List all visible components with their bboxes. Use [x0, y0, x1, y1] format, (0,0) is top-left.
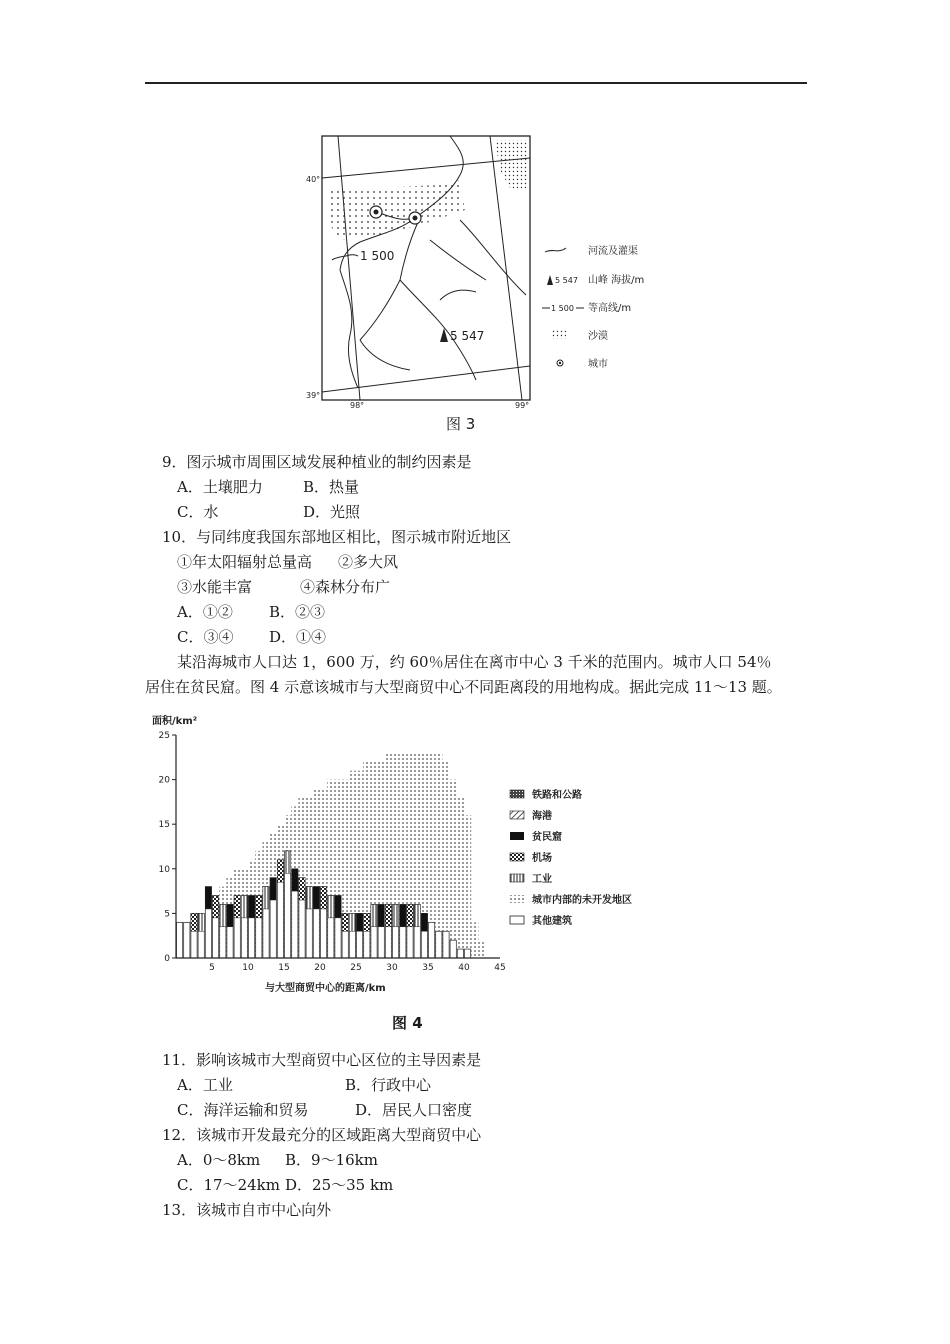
x-tick-label: 5	[209, 963, 215, 973]
x-axis-label: 与大型商贸中心的距离/km	[265, 983, 386, 994]
bar-segment	[313, 887, 319, 909]
legend-city-label: 城市	[588, 359, 608, 370]
x-tick-label: 25	[350, 963, 362, 973]
bar-segment	[349, 913, 355, 931]
legend-swatch-rail	[510, 790, 524, 798]
bar-segment	[393, 904, 399, 926]
bar-segment	[256, 896, 262, 918]
bar-segment	[306, 887, 312, 909]
q9-option-d: D．光照	[303, 503, 361, 521]
bar-segment	[191, 913, 197, 931]
contour-1500	[332, 255, 358, 260]
bar-segment	[227, 904, 233, 926]
legend-desert-label: 沙漠	[588, 331, 608, 342]
q9-option-b: B．热量	[303, 478, 360, 496]
q10-statement-4: ④森林分布广	[300, 578, 391, 596]
legend-label-industry: 工业	[532, 874, 552, 885]
legend-swatch-slum	[510, 832, 524, 840]
bar-segment	[378, 904, 384, 926]
desert-area-east	[495, 140, 528, 190]
bar-segment	[371, 904, 377, 926]
x-tick-label: 20	[314, 963, 326, 973]
bar-segment	[321, 887, 327, 909]
q12-option-a: A．0～8km	[177, 1151, 261, 1169]
legend-river-label: 河流及灌渠	[588, 246, 638, 257]
q9-option-a: A．土壤肥力	[177, 478, 263, 496]
bar-segment	[198, 913, 204, 931]
bar	[457, 949, 463, 958]
bar	[443, 931, 449, 958]
bar-segment	[400, 904, 406, 926]
legend-peak-icon	[547, 275, 553, 285]
undeveloped-area	[435, 753, 442, 958]
legend-label-rail: 铁路和公路	[532, 790, 582, 801]
legend-label-airport: 机场	[532, 853, 552, 864]
q9-stem: 9．图示城市周围区域发展种植业的制约因素是	[162, 453, 472, 471]
q11-option-d: D．居民人口密度	[355, 1101, 473, 1119]
contour-label: 1 500	[360, 249, 395, 263]
bar-segment	[342, 913, 348, 931]
q11-option-b: B．行政中心	[345, 1076, 432, 1094]
q12-option-b: B．9～16km	[285, 1151, 378, 1169]
bar-segment	[234, 896, 240, 918]
q10-statement-1: ①年太阳辐射总量高	[177, 553, 313, 571]
lon-label-left: 98°	[350, 401, 365, 410]
y-tick-label: 15	[158, 820, 170, 831]
legend-desert-icon	[552, 330, 566, 339]
q9-option-c: C．水	[177, 503, 219, 521]
q12-option-c: C．17～24km	[177, 1176, 280, 1194]
bar-segment	[277, 860, 283, 882]
x-tick-label: 45	[494, 963, 506, 973]
bar-segment	[385, 904, 391, 926]
q10-option-b: B．②③	[269, 603, 326, 621]
bar-segment	[414, 904, 420, 926]
lon-label-right: 99°	[515, 401, 530, 410]
chart-legend	[510, 788, 632, 927]
bar	[184, 922, 190, 958]
q10-stem: 10．与同纬度我国东部地区相比，图示城市附近地区	[162, 528, 512, 546]
y-tick-label: 25	[158, 731, 170, 741]
y-tick-label: 0	[164, 954, 170, 964]
map-legend	[542, 244, 644, 370]
figure-3-map	[300, 130, 650, 410]
legend-label-slum: 贫民窟	[532, 832, 562, 843]
undeveloped-area	[457, 797, 464, 958]
intro-line-1: 某沿海城市人口达 1，600 万，约 60％居住在离市中心 3 千米的范围内。城市人口 54％	[177, 653, 772, 671]
y-axis-label: 面积/km²	[152, 716, 198, 727]
bar-segment	[357, 913, 363, 931]
bar-segment	[299, 878, 305, 900]
bar	[465, 949, 471, 958]
legend-swatch-port	[510, 811, 524, 819]
q10-option-d: D．①④	[269, 628, 327, 646]
x-tick-label: 10	[242, 963, 254, 973]
legend-swatch-other	[510, 916, 524, 924]
q11-stem: 11．影响该城市大型商贸中心区位的主导因素是	[162, 1051, 482, 1069]
city-marker-1	[370, 206, 382, 218]
peak-label: 5 547	[450, 329, 485, 343]
undeveloped-area	[478, 940, 485, 958]
legend-contour-prefix: 1 500	[551, 304, 574, 313]
bar-segment	[249, 896, 255, 918]
q12-stem: 12．该城市开发最充分的区域距离大型商贸中心	[162, 1126, 482, 1144]
q12-option-d: D．25～35 km	[285, 1176, 394, 1194]
figure-3-caption: 图 3	[446, 415, 476, 433]
q10-statement-3: ③水能丰富	[177, 578, 253, 596]
legend-peak-label: 山峰 海拔/m	[588, 275, 645, 286]
map-frame	[322, 136, 530, 400]
q10-statement-2: ②多大风	[338, 553, 399, 571]
y-tick-label: 5	[164, 909, 170, 920]
bar-segment	[364, 913, 370, 931]
legend-label-other: 其他建筑	[532, 916, 572, 927]
chart-bars	[177, 753, 486, 958]
x-tick-label: 40	[458, 963, 470, 973]
x-tick-label: 35	[422, 963, 434, 973]
bar-segment	[421, 913, 427, 931]
x-tick-label: 30	[386, 963, 398, 973]
undeveloped-area	[442, 762, 449, 958]
legend-swatch-industry	[510, 874, 524, 882]
bar	[450, 940, 456, 958]
undeveloped-area	[450, 780, 457, 958]
y-tick-label: 10	[158, 864, 170, 875]
bar-segment	[335, 896, 341, 918]
q10-option-a: A．①②	[177, 603, 233, 621]
bar-segment	[205, 887, 211, 909]
bar-segment	[328, 896, 334, 918]
bar-segment	[285, 851, 291, 873]
q11-option-c: C．海洋运输和贸易	[177, 1101, 309, 1119]
bar-segment	[220, 904, 226, 926]
legend-label-port: 海港	[532, 811, 552, 822]
y-tick-label: 20	[158, 775, 170, 786]
bar	[429, 922, 435, 958]
q13-stem: 13．该城市自市中心向外	[162, 1201, 332, 1219]
q11-option-a: A．工业	[177, 1076, 233, 1094]
parallel-39	[322, 366, 530, 392]
top-rule	[145, 82, 807, 84]
bar	[177, 922, 183, 958]
legend-river-icon	[545, 248, 566, 252]
figure-4-caption: 图 4	[392, 1014, 423, 1032]
lat-label-bottom: 39°	[306, 391, 321, 400]
city-marker-2	[409, 212, 421, 224]
bar-segment	[407, 904, 413, 926]
undeveloped-area	[464, 815, 471, 958]
legend-contour-label: 等高线/m	[588, 303, 632, 314]
bar-segment	[213, 896, 219, 918]
bar-segment	[270, 878, 276, 900]
legend-peak-prefix: 5 547	[555, 276, 578, 285]
intro-line-2: 居住在贫民窟。图 4 示意该城市与大型商贸中心不同距离段的用地构成。据此完成 11～13 题。	[145, 678, 782, 696]
desert-area-west	[330, 180, 465, 240]
legend-swatch-airport	[510, 853, 524, 861]
bar-segment	[241, 896, 247, 918]
bar-segment	[263, 887, 269, 909]
legend-swatch-undeveloped	[510, 895, 524, 903]
q10-option-c: C．③④	[177, 628, 234, 646]
legend-city-icon	[557, 360, 563, 366]
x-tick-label: 15	[278, 963, 290, 973]
figure-4-chart	[150, 710, 650, 1000]
legend-label-undeveloped: 城市内部的未开发地区	[532, 895, 632, 906]
lat-label-top: 40°	[306, 175, 321, 184]
undeveloped-area	[471, 922, 478, 958]
bar-segment	[292, 869, 298, 891]
bar	[436, 931, 442, 958]
